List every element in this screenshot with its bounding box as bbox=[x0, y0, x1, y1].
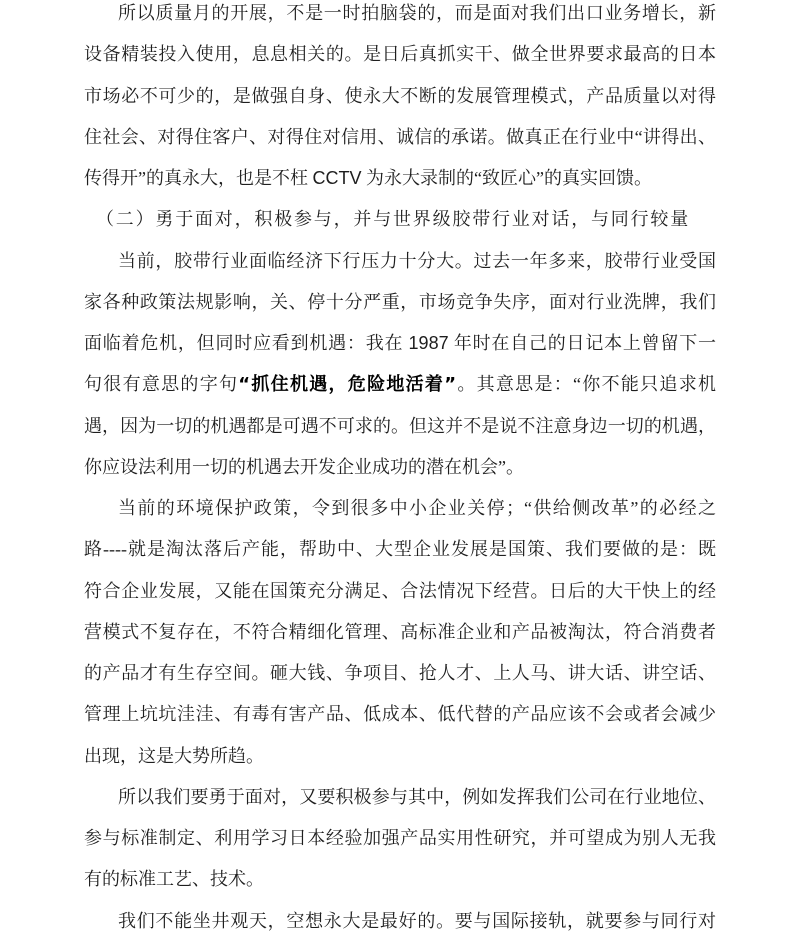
bold-phrase: “抓住机遇，危险地活着” bbox=[238, 374, 457, 396]
text-line bbox=[84, 34, 716, 75]
text-line bbox=[84, 818, 716, 859]
text-line bbox=[84, 571, 716, 612]
text-line bbox=[84, 777, 716, 818]
section-heading bbox=[84, 199, 716, 240]
text-line bbox=[84, 529, 716, 570]
text-segment: 住社会、对得住客户、对得住对信用、诚信的承诺。做真正在行业中“讲得出、 bbox=[84, 126, 716, 147]
text-segment: 管理上坑坑洼洼、有毒有害产品、低成本、低代替的产品应该不会或者会减少 bbox=[84, 704, 716, 725]
text-segment: 传得开”的真永大，也是不枉 bbox=[84, 168, 313, 188]
text-line bbox=[84, 241, 716, 282]
text-segment: 符合企业发展，又能在国策充分满足、合法情况下经营。日后的大干快上的经 bbox=[84, 580, 716, 601]
text-segment: 出现，这是大势所趋。 bbox=[84, 745, 264, 766]
text-segment: 的产品才有生存空间。砸大钱、争项目、抢人才、上人马、讲大话、讲空话、 bbox=[84, 663, 716, 683]
text-segment: 营模式不复存在，不符合精细化管理、高标准企业和产品被淘汰，符合消费者 bbox=[84, 621, 716, 642]
text-segment: 你应设法利用一切的机遇去开发企业成功的潜在机会”。 bbox=[84, 456, 524, 477]
text-segment: 有的标准工艺、技术。 bbox=[84, 869, 264, 890]
text-line bbox=[84, 653, 716, 694]
text-segment: 设备精装投入使用，息息相关的。是日后真抓实干、做全世界要求最高的日本 bbox=[84, 44, 716, 65]
text-line bbox=[84, 0, 716, 34]
text-segment: 当前，胶带行业面临经济下行压力十分大。过去一年多来，胶带行业受国 bbox=[118, 250, 716, 271]
text-segment: 面临着危机，但同时应看到机遇：我在 bbox=[84, 333, 409, 353]
text-segment: 参与标准制定、利用学习日本经验加强产品实用性研究，并可望成为别人无我 bbox=[84, 828, 716, 848]
text-segment: （二）勇于面对，积极参与，并与世界级胶带行业对话，与同行较量 bbox=[96, 209, 690, 230]
text-segment: 所以我们要勇于面对，又要积极参与其中，例如发挥我们公司在行业地位、 bbox=[118, 786, 716, 807]
text-line bbox=[84, 694, 716, 735]
text-line bbox=[84, 117, 716, 158]
text-segment: 句很有意思的字句 bbox=[84, 374, 239, 395]
latin-text: CCTV bbox=[312, 168, 362, 188]
text-segment: 家各种政策法规影响，关、停十分严重，市场竞争失序，面对行业洗牌，我们 bbox=[84, 291, 716, 312]
text-line bbox=[84, 736, 716, 777]
text-line bbox=[84, 901, 716, 942]
text-line bbox=[84, 323, 716, 364]
text-line bbox=[84, 488, 716, 529]
text-line bbox=[84, 447, 716, 488]
text-line bbox=[84, 859, 716, 900]
text-line bbox=[84, 406, 716, 447]
text-segment: 遇，因为一切的机遇都是可遇不可求的。但这并不是说不注意身边一切的机遇， bbox=[84, 415, 716, 436]
text-segment: 所以质量月的开展，不是一时拍脑袋的，而是面对我们出口业务增长，新 bbox=[118, 3, 716, 23]
text-segment: 当前的环境保护政策，令到很多中小企业关停；“供给侧改革”的必经之 bbox=[118, 498, 716, 518]
text-segment: 路----就是淘汰落后产能，帮助中、大型企业发展是国策、我们要做的是：既 bbox=[84, 539, 716, 560]
text-line bbox=[84, 612, 716, 653]
text-line bbox=[84, 364, 716, 405]
text-line bbox=[84, 282, 716, 323]
text-segment: 。其意思是：“你不能只追求机 bbox=[456, 374, 716, 395]
text-segment: 为永大录制的“致匠心”的真实回馈。 bbox=[361, 168, 652, 188]
text-line bbox=[84, 158, 716, 199]
text-segment: 年时在自己的日记本上曾留下一 bbox=[448, 333, 717, 353]
latin-text: 1987 bbox=[408, 333, 449, 353]
text-segment: 我们不能坐井观天，空想永大是最好的。要与国际接轨，就要参与同行对 bbox=[118, 910, 716, 931]
text-line bbox=[84, 76, 716, 117]
text-segment: 市场必不可少的，是做强自身、使永大不断的发展管理模式，产品质量以对得 bbox=[84, 85, 716, 106]
